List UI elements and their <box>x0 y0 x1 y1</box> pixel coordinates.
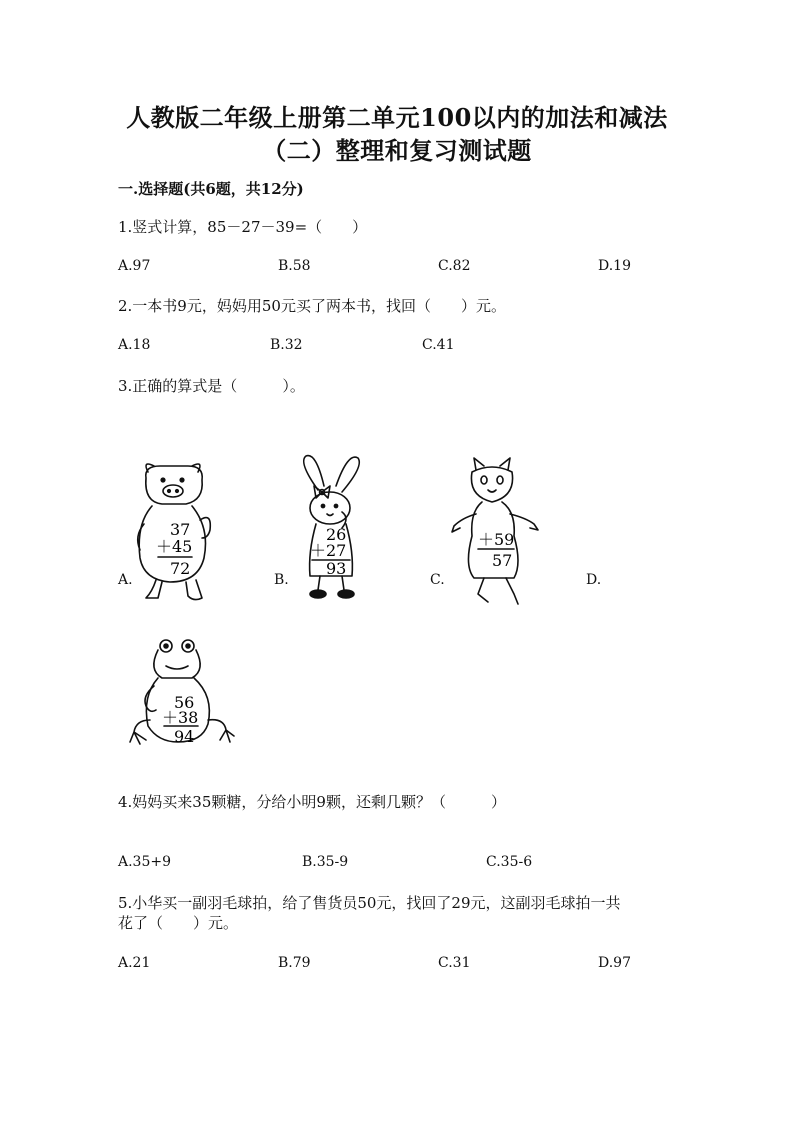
rabbit-figure <box>292 452 372 607</box>
frog-sum: 94 <box>174 727 195 746</box>
q3-label-d: D. <box>586 572 602 588</box>
q1-option-d: D.19 <box>598 258 631 274</box>
rabbit-addend-1: 26 <box>326 525 347 544</box>
question-5-line-2: 花了（ ）元。 <box>118 914 239 932</box>
pig-addend-2: ＋45 <box>156 537 193 556</box>
frog-addend-1: 56 <box>174 693 195 712</box>
q2-option-c: C.41 <box>422 337 455 353</box>
cat-sum: 57 <box>492 551 513 570</box>
pig-sum: 72 <box>170 559 191 578</box>
q5-option-c: C.31 <box>438 955 471 971</box>
q4-option-b: B.35-9 <box>302 854 349 870</box>
q5-option-d: D.97 <box>598 955 631 971</box>
cat-figure <box>448 456 544 608</box>
q1-option-b: B.58 <box>278 258 311 274</box>
section-heading: 一.选择题(共6题，共12分) <box>118 180 304 198</box>
rabbit-sum: 93 <box>326 559 347 578</box>
q2-option-b: B.32 <box>270 337 303 353</box>
q4-option-c: C.35-6 <box>486 854 533 870</box>
title-line-2: （二）整理和复习测试题 <box>262 136 532 165</box>
question-4: 4.妈妈买来35颗糖，分给小明9颗，还剩几颗？（ ） <box>118 793 506 811</box>
q4-option-a: A.35+9 <box>118 854 172 870</box>
q5-option-a: A.21 <box>118 955 151 971</box>
frog-addend-2: ＋38 <box>162 708 199 727</box>
q1-option-c: C.82 <box>438 258 471 274</box>
cat-addend-1: ＋59 <box>478 530 515 549</box>
question-1: 1.竖式计算，85－27－39=（ ） <box>118 218 368 236</box>
q2-option-a: A.18 <box>118 337 151 353</box>
pig-addend-1: 37 <box>170 520 191 539</box>
question-3: 3.正确的算式是（ ）。 <box>118 377 305 395</box>
q3-label-b: B. <box>274 572 289 588</box>
frog-figure <box>128 636 236 754</box>
question-2: 2.一本书9元，妈妈用50元买了两本书，找回（ ）元。 <box>118 297 506 315</box>
q3-label-c: C. <box>430 572 445 588</box>
pig-figure <box>130 458 220 606</box>
question-5-line-1: 5.小华买一副羽毛球拍，给了售货员50元，找回了29元，这副羽毛球拍一共 <box>118 894 621 912</box>
title-line-1: 人教版二年级上册第二单元100以内的加法和减法 <box>126 103 668 132</box>
rabbit-addend-2: ＋27 <box>310 541 347 560</box>
q5-option-b: B.79 <box>278 955 311 971</box>
q3-label-a: A. <box>118 572 133 588</box>
q1-option-a: A.97 <box>118 258 151 274</box>
